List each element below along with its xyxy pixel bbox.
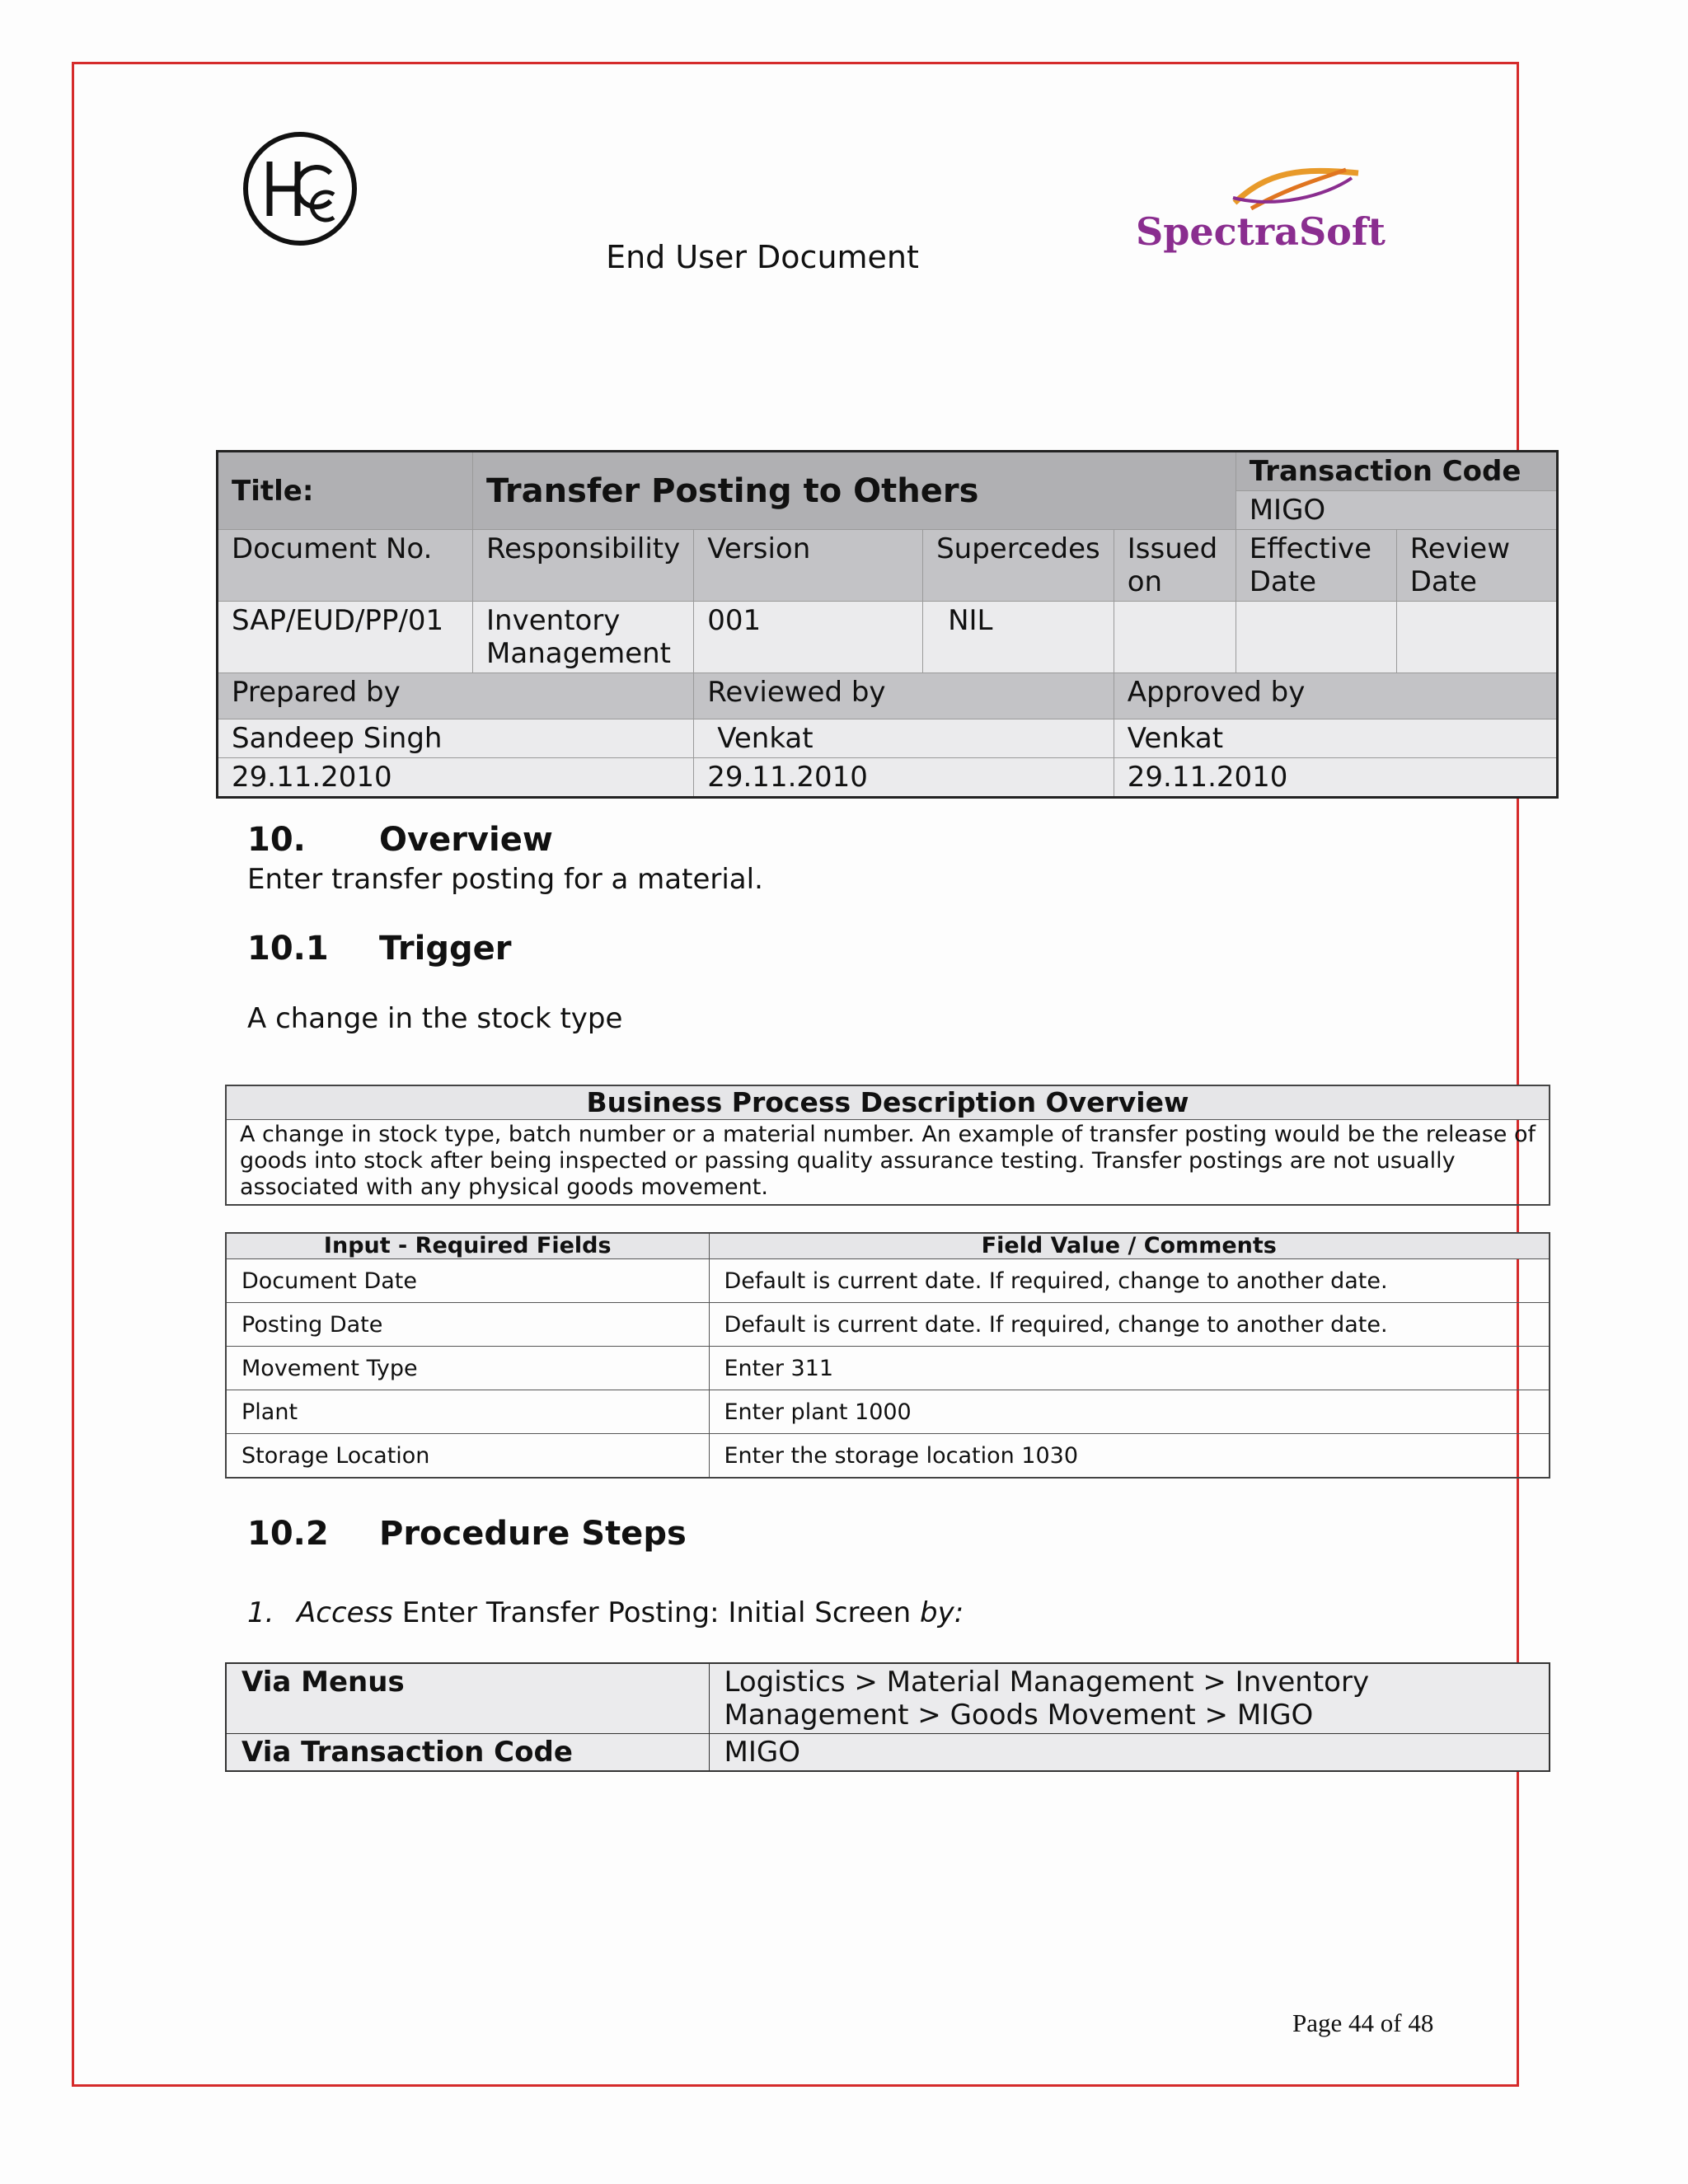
label-reviewed-by: Reviewed by (694, 673, 1114, 719)
table-row (226, 1259, 1550, 1303)
overview-number: 10. (247, 821, 306, 859)
col-review-date: Review Date (1396, 530, 1557, 602)
table-row (226, 1663, 1550, 1734)
col-document-no: Document No. (218, 530, 473, 602)
prepared-date: 29.11.2010 (218, 758, 694, 798)
table-row (226, 1434, 1550, 1479)
field-value: Enter 311 (709, 1347, 1550, 1390)
value-version: 001 (694, 602, 923, 673)
table-row (226, 1303, 1550, 1347)
page-border (72, 62, 1519, 2087)
overview-text: Enter transfer posting for a material. (247, 863, 763, 896)
approved-by-name: Venkat (1114, 719, 1557, 758)
label-approved-by: Approved by (1114, 673, 1557, 719)
reviewed-date: 29.11.2010 (694, 758, 1114, 798)
fields-header-value: Field Value / Comments (709, 1233, 1550, 1259)
hcc-logo (241, 130, 359, 247)
step-number: 1. (247, 1596, 274, 1629)
field-name: Document Date (226, 1259, 709, 1303)
step-target: Enter Transfer Posting: Initial Screen (401, 1596, 912, 1629)
reviewed-by-name: Venkat (694, 719, 1114, 758)
title-label: Title: (218, 452, 473, 530)
value-responsibility: Inventory Management (473, 602, 694, 673)
field-name: Storage Location (226, 1434, 709, 1479)
transaction-code-label: Transaction Code (1236, 452, 1557, 491)
value-effective-date (1236, 602, 1396, 673)
value-document-no: SAP/EUD/PP/01 (218, 602, 473, 673)
spectrasoft-logo (1136, 163, 1386, 260)
step-access: Access (297, 1596, 393, 1629)
trigger-text: A change in the stock type (247, 1002, 623, 1035)
fields-header-input: Input - Required Fields (226, 1233, 709, 1259)
document-title: Transfer Posting to Others (473, 452, 1236, 530)
business-process-table (225, 1085, 1550, 1206)
access-via-tcode-label: Via Transaction Code (226, 1734, 709, 1772)
overview-heading (247, 821, 553, 859)
access-via-menus-label: Via Menus (226, 1663, 709, 1734)
field-value: Enter plant 1000 (709, 1390, 1550, 1434)
col-effective-date: Effective Date (1236, 530, 1396, 602)
document-info-table (216, 450, 1559, 799)
required-fields-table (225, 1232, 1550, 1479)
access-table (225, 1662, 1550, 1772)
table-row (226, 1734, 1550, 1772)
col-issued-on: Issued on (1114, 530, 1236, 602)
col-responsibility: Responsibility (473, 530, 694, 602)
procedure-title: Procedure Steps (379, 1515, 687, 1553)
field-name: Plant (226, 1390, 709, 1434)
field-name: Movement Type (226, 1347, 709, 1390)
spectrasoft-logo-text: SpectraSoft (1136, 209, 1386, 254)
field-value: Enter the storage location 1030 (709, 1434, 1550, 1479)
page-number: Page 44 of 48 (1292, 2008, 1434, 2037)
overview-title: Overview (379, 821, 553, 859)
step-by: by: (919, 1596, 964, 1629)
trigger-title: Trigger (379, 930, 512, 968)
prepared-by-name: Sandeep Singh (218, 719, 694, 758)
field-name: Posting Date (226, 1303, 709, 1347)
document-type-heading: End User Document (606, 239, 919, 275)
col-version: Version (694, 530, 923, 602)
procedure-step-1 (247, 1596, 964, 1629)
value-review-date (1396, 602, 1557, 673)
transaction-code-value: MIGO (1236, 491, 1557, 530)
approved-date: 29.11.2010 (1114, 758, 1557, 798)
procedure-heading (247, 1515, 687, 1553)
table-row (226, 1347, 1550, 1390)
table-row (226, 1390, 1550, 1434)
field-value: Default is current date. If required, change to another date. (709, 1259, 1550, 1303)
procedure-number: 10.2 (247, 1515, 329, 1553)
label-prepared-by: Prepared by (218, 673, 694, 719)
access-via-tcode-value: MIGO (709, 1734, 1550, 1772)
access-via-menus-path: Logistics > Material Management > Inventory Management > Goods Movement > MIGO (709, 1663, 1550, 1734)
value-issued-on (1114, 602, 1236, 673)
value-supercedes: NIL (923, 602, 1114, 673)
trigger-number: 10.1 (247, 930, 329, 968)
col-supercedes: Supercedes (923, 530, 1114, 602)
field-value: Default is current date. If required, change to another date. (709, 1303, 1550, 1347)
trigger-heading (247, 930, 511, 968)
bpd-heading: Business Process Description Overview (226, 1085, 1550, 1120)
bpd-description: A change in stock type, batch number or a material number. An example of transfer posting would be the release of goods into stock after being inspected or passing quality assurance testing. Transfer postings are not usually associated with any physical goods movement. (226, 1120, 1550, 1206)
